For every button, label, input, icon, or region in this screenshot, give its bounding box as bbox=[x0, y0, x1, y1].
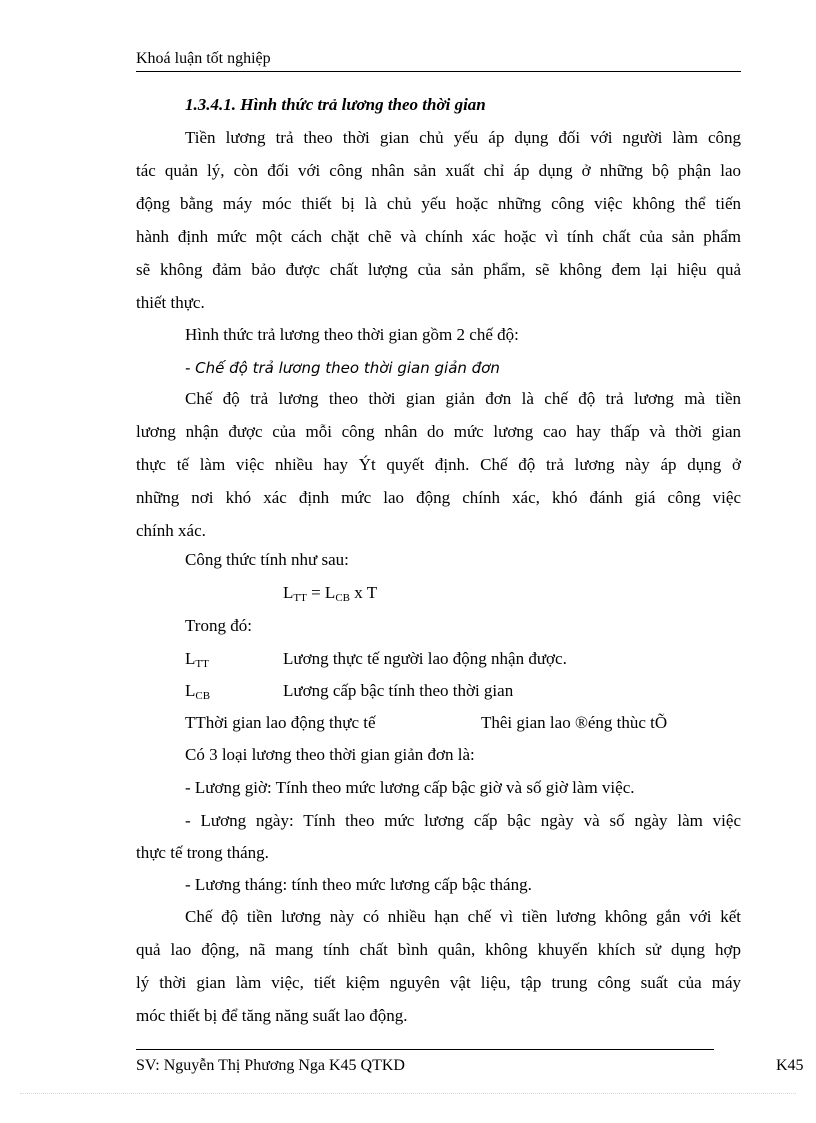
footer-divider bbox=[136, 1049, 714, 1050]
text-line: Chế độ tiền lương này có nhiều hạn chế vì tiền lương không gắn với kết bbox=[185, 907, 741, 926]
page-header: Khoá luận tốt nghiệp bbox=[136, 50, 271, 67]
text-line: sẽ không đảm bảo được chất lượng của sản phẩm, sẽ không đem lại hiệu quả bbox=[136, 260, 741, 279]
header-divider bbox=[136, 71, 741, 72]
footer-code: K45 bbox=[776, 1057, 804, 1074]
definition-symbol: TThời gian lao động thực tế bbox=[185, 713, 376, 732]
footer-student: SV: Nguyễn Thị Phương Nga K45 QTKD bbox=[136, 1057, 405, 1074]
text-line: Tiền lương trả theo thời gian chủ yếu áp dụng đối với người làm công bbox=[185, 128, 741, 147]
list-item: thực tế trong tháng. bbox=[136, 843, 269, 862]
definition-text: Thêi gian lao ®éng thùc tÕ bbox=[481, 713, 668, 732]
text-line: Chế độ trả lương theo thời gian giản đơn là chế độ trả lương mà tiền bbox=[185, 389, 741, 408]
text-line: Hình thức trả lương theo thời gian gồm 2 chế độ: bbox=[185, 325, 519, 344]
text-line: động bằng máy móc thiết bị là chủ yếu hoặc những công việc không thể tiến bbox=[136, 194, 741, 213]
definition-symbol: $L_{CB}$ bbox=[185, 681, 211, 702]
section-heading: 1.3.4.1. Hình thức trả lương theo thời gian bbox=[185, 95, 486, 114]
text-line: lương nhận được của mỗi công nhân do mức lương cao hay thấp và thời gian bbox=[136, 422, 741, 441]
list-item: - Lương giờ: Tính theo mức lương cấp bậc giờ và số giờ làm việc. bbox=[185, 778, 635, 797]
list-item: - Lương tháng: tính theo mức lương cấp bậc tháng. bbox=[185, 875, 532, 894]
text-line: tác quản lý, còn đối với công nhân sản xuất chỉ áp dụng ở những bộ phận lao bbox=[136, 161, 741, 180]
subsection-label: - Chế độ trả lương theo thời gian giản đơn bbox=[185, 359, 500, 377]
text-line: hành định mức một cách chặt chẽ và chính xác hoặc vì tính chất của sản phẩm bbox=[136, 227, 741, 246]
formula: $L_{TT} = L_{CB}$ x T bbox=[283, 583, 378, 604]
text-line: chính xác. bbox=[136, 521, 206, 540]
text-line: Trong đó: bbox=[185, 616, 252, 635]
text-line: Có 3 loại lương theo thời gian giản đơn là: bbox=[185, 745, 475, 764]
text-line: những nơi khó xác định mức lao động chính xác, khó đánh giá công việc bbox=[136, 488, 741, 507]
text-line: lý thời gian làm việc, tiết kiệm nguyên vật liệu, tập trung công suất của máy bbox=[136, 973, 741, 992]
definition-symbol: $L_{TT}$ bbox=[185, 649, 209, 670]
list-item: - Lương ngày: Tính theo mức lương cấp bậc ngày và số ngày làm việc bbox=[185, 811, 741, 830]
text-line: quả lao động, nã mang tính chất bình quân, không khuyến khích sử dụng hợp bbox=[136, 940, 741, 959]
text-line: thực tế làm việc nhiều hay Ýt quyết định. Chế độ trả lương này áp dụng ở bbox=[136, 455, 741, 474]
text-line: móc thiết bị để tăng năng suất lao động. bbox=[136, 1006, 408, 1025]
text-line: Công thức tính như sau: bbox=[185, 550, 349, 569]
text-line: thiết thực. bbox=[136, 293, 205, 312]
page-bottom-dotted-rule bbox=[20, 1093, 796, 1094]
definition-text: Lương thực tế người lao động nhận được. bbox=[283, 649, 567, 668]
definition-text: Lương cấp bậc tính theo thời gian bbox=[283, 681, 514, 700]
